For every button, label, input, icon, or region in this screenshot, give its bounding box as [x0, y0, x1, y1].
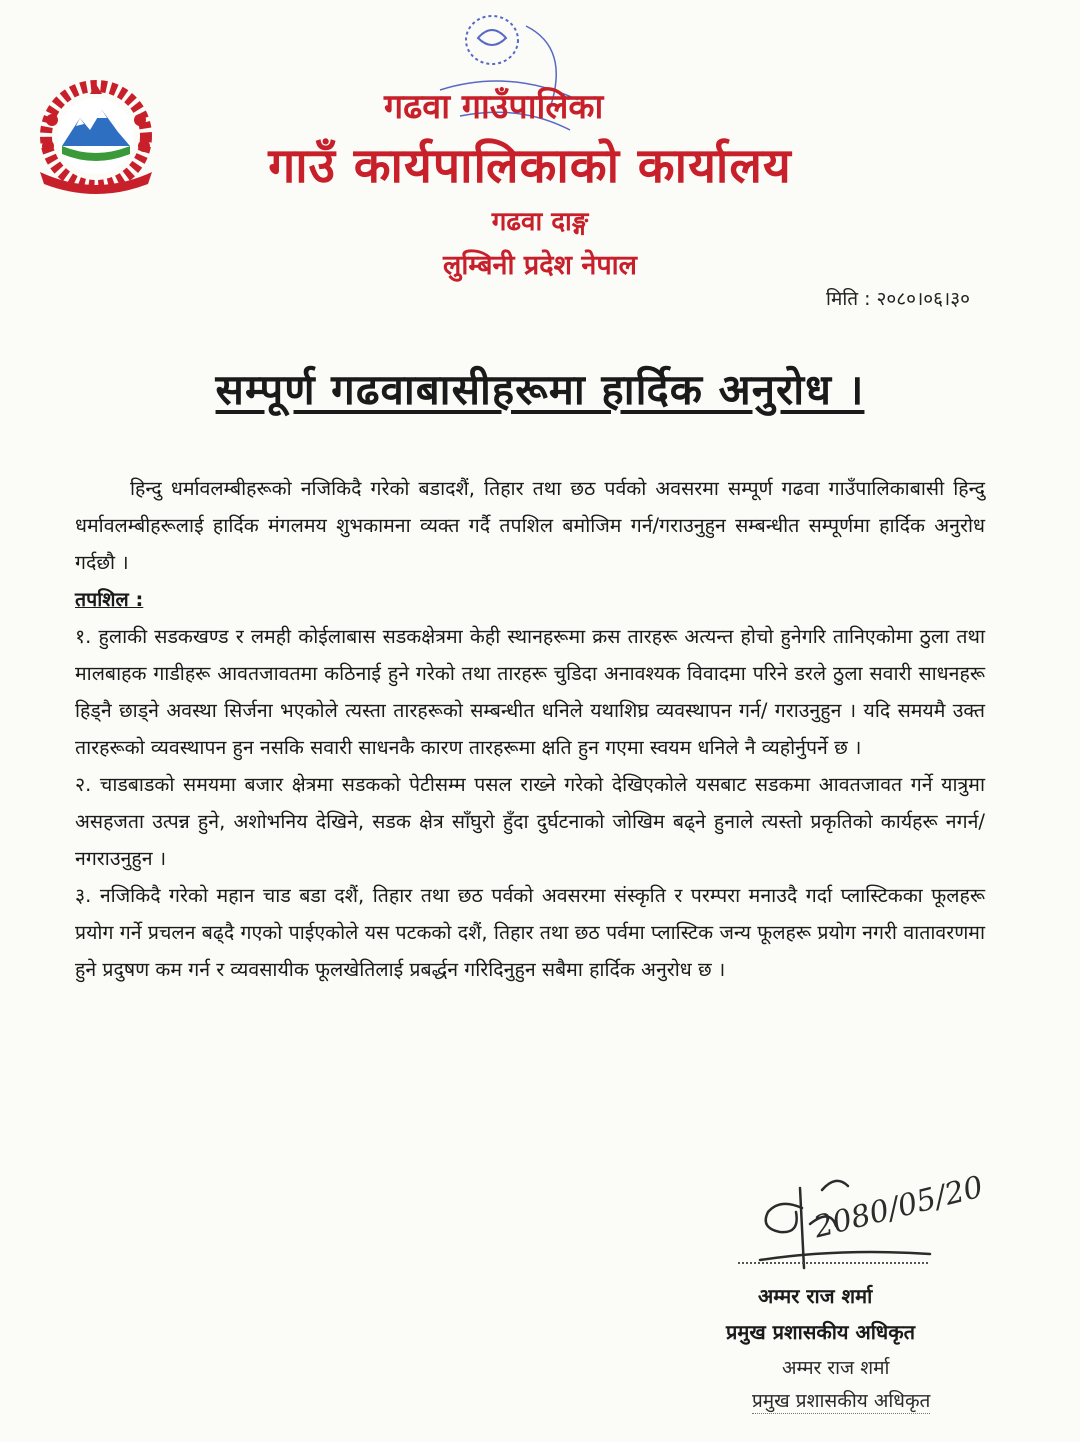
office-location: गढवा दाङ्ग [491, 207, 589, 237]
signer-designation: प्रमुख प्रशासकीय अधिकृत [726, 1320, 915, 1344]
letter-body [75, 470, 985, 988]
nepal-emblem-icon [22, 80, 170, 198]
province-country: लुम्बिनी प्रदेश नेपाल [443, 250, 637, 281]
stamp-signer-designation: प्रमुख प्रशासकीय अधिकृत [752, 1387, 930, 1414]
point-2: २. चाडबाडको समयमा बजार क्षेत्रमा सडकको पेटीसम्म पसल राख्ने गरेको देखिएकोले यसबाट सडकमा आवतजावत गर्ने यात्रुमा असहजता उत्पन्न हुने, अशोभनिय देखिने, सडक क्षेत्र साँघुरो हुँदा दुर्घटनाको जोखिम बढ्ने हुनाले त्यस्तो प्रकृतिको कार्यहरू नगर्न/नगराउनुहुन । [75, 773, 985, 870]
point-1: १. हुलाकी सडकखण्ड र लमही कोईलाबास सडकक्षेत्रमा केही स्थानहरूमा क्रस तारहरू अत्यन्त होचो हुनेगरि तानिएकोमा ठुला तथा मालबाहक गाडीहरू आवतजावतमा कठिनाई हुने गरेको तथा तारहरू चुडिदा अनावश्यक विवादमा परिने डरले ठुला सवारी साधनहरू हिड्नै छाड्ने अवस्था सिर्जना भएकोले त्यस्ता तारहरूको सम्बन्धीत धनिले यथाशिघ्र व्यवस्थापन गर्न/ गराउनुहुन । यदि समयमै उक्त तारहरूको व्यवस्थापन हुन नसकि सवारी साधनकै कारण तारहरूमा क्षति हुन गएमा स्वयम धनिले नै व्यहोर्नुपर्ने छ । [75, 625, 985, 759]
signer-name: अम्मर राज शर्मा [758, 1284, 873, 1308]
municipality-name: गढवा गाउँपालिका [384, 87, 604, 127]
point-3: ३. नजिकिदै गरेको महान चाड बडा दशैं, तिहार तथा छठ पर्वको अवसरमा संस्कृति र परम्परा मनाउदै गर्दा प्लास्टिकका फूलहरू प्रयोग गर्ने प्रचलन बढ्दै गएको पाईएकोले यस पटकको दशैं, तिहार तथा छठ पर्वमा प्लास्टिक जन्य फूलहरू प्रयोग नगरी वातावरणमा हुने प्रदुषण कम गर्न र व्यवसायीक फूलखेतिलाई प्रबर्द्धन गरिदिनुहुन सबैमा हार्दिक अनुरोध छ । [75, 884, 985, 981]
stamp-signer-name: अम्मर राज शर्मा [782, 1357, 890, 1379]
signature-line [738, 1262, 928, 1264]
intro-paragraph: हिन्दु धर्मावलम्बीहरूको नजिकिदै गरेको बडादशैं, तिहार तथा छठ पर्वको अवसरमा सम्पूर्ण गढवा गाउँपालिकाबासी हिन्दु धर्मावलम्बीहरूलाई हार्दिक मंगलमय शुभकामना व्यक्त गर्दै तपशिल बमोजिम गर्न/गराउनुहुन सम्बन्धीत सम्पूर्णमा हार्दिक अनुरोध गर्दछौ । [75, 477, 985, 574]
letter-date: मिति : २०८०।०६।३० [826, 288, 970, 310]
signature-date: 2080/05/20 [810, 1169, 987, 1246]
office-name: गाउँ कार्यपालिकाको कार्यालय [268, 138, 792, 194]
letter-title: सम्पूर्ण गढवाबासीहरूमा हार्दिक अनुरोध । [215, 365, 865, 414]
details-label: तपशिल : [75, 588, 144, 611]
